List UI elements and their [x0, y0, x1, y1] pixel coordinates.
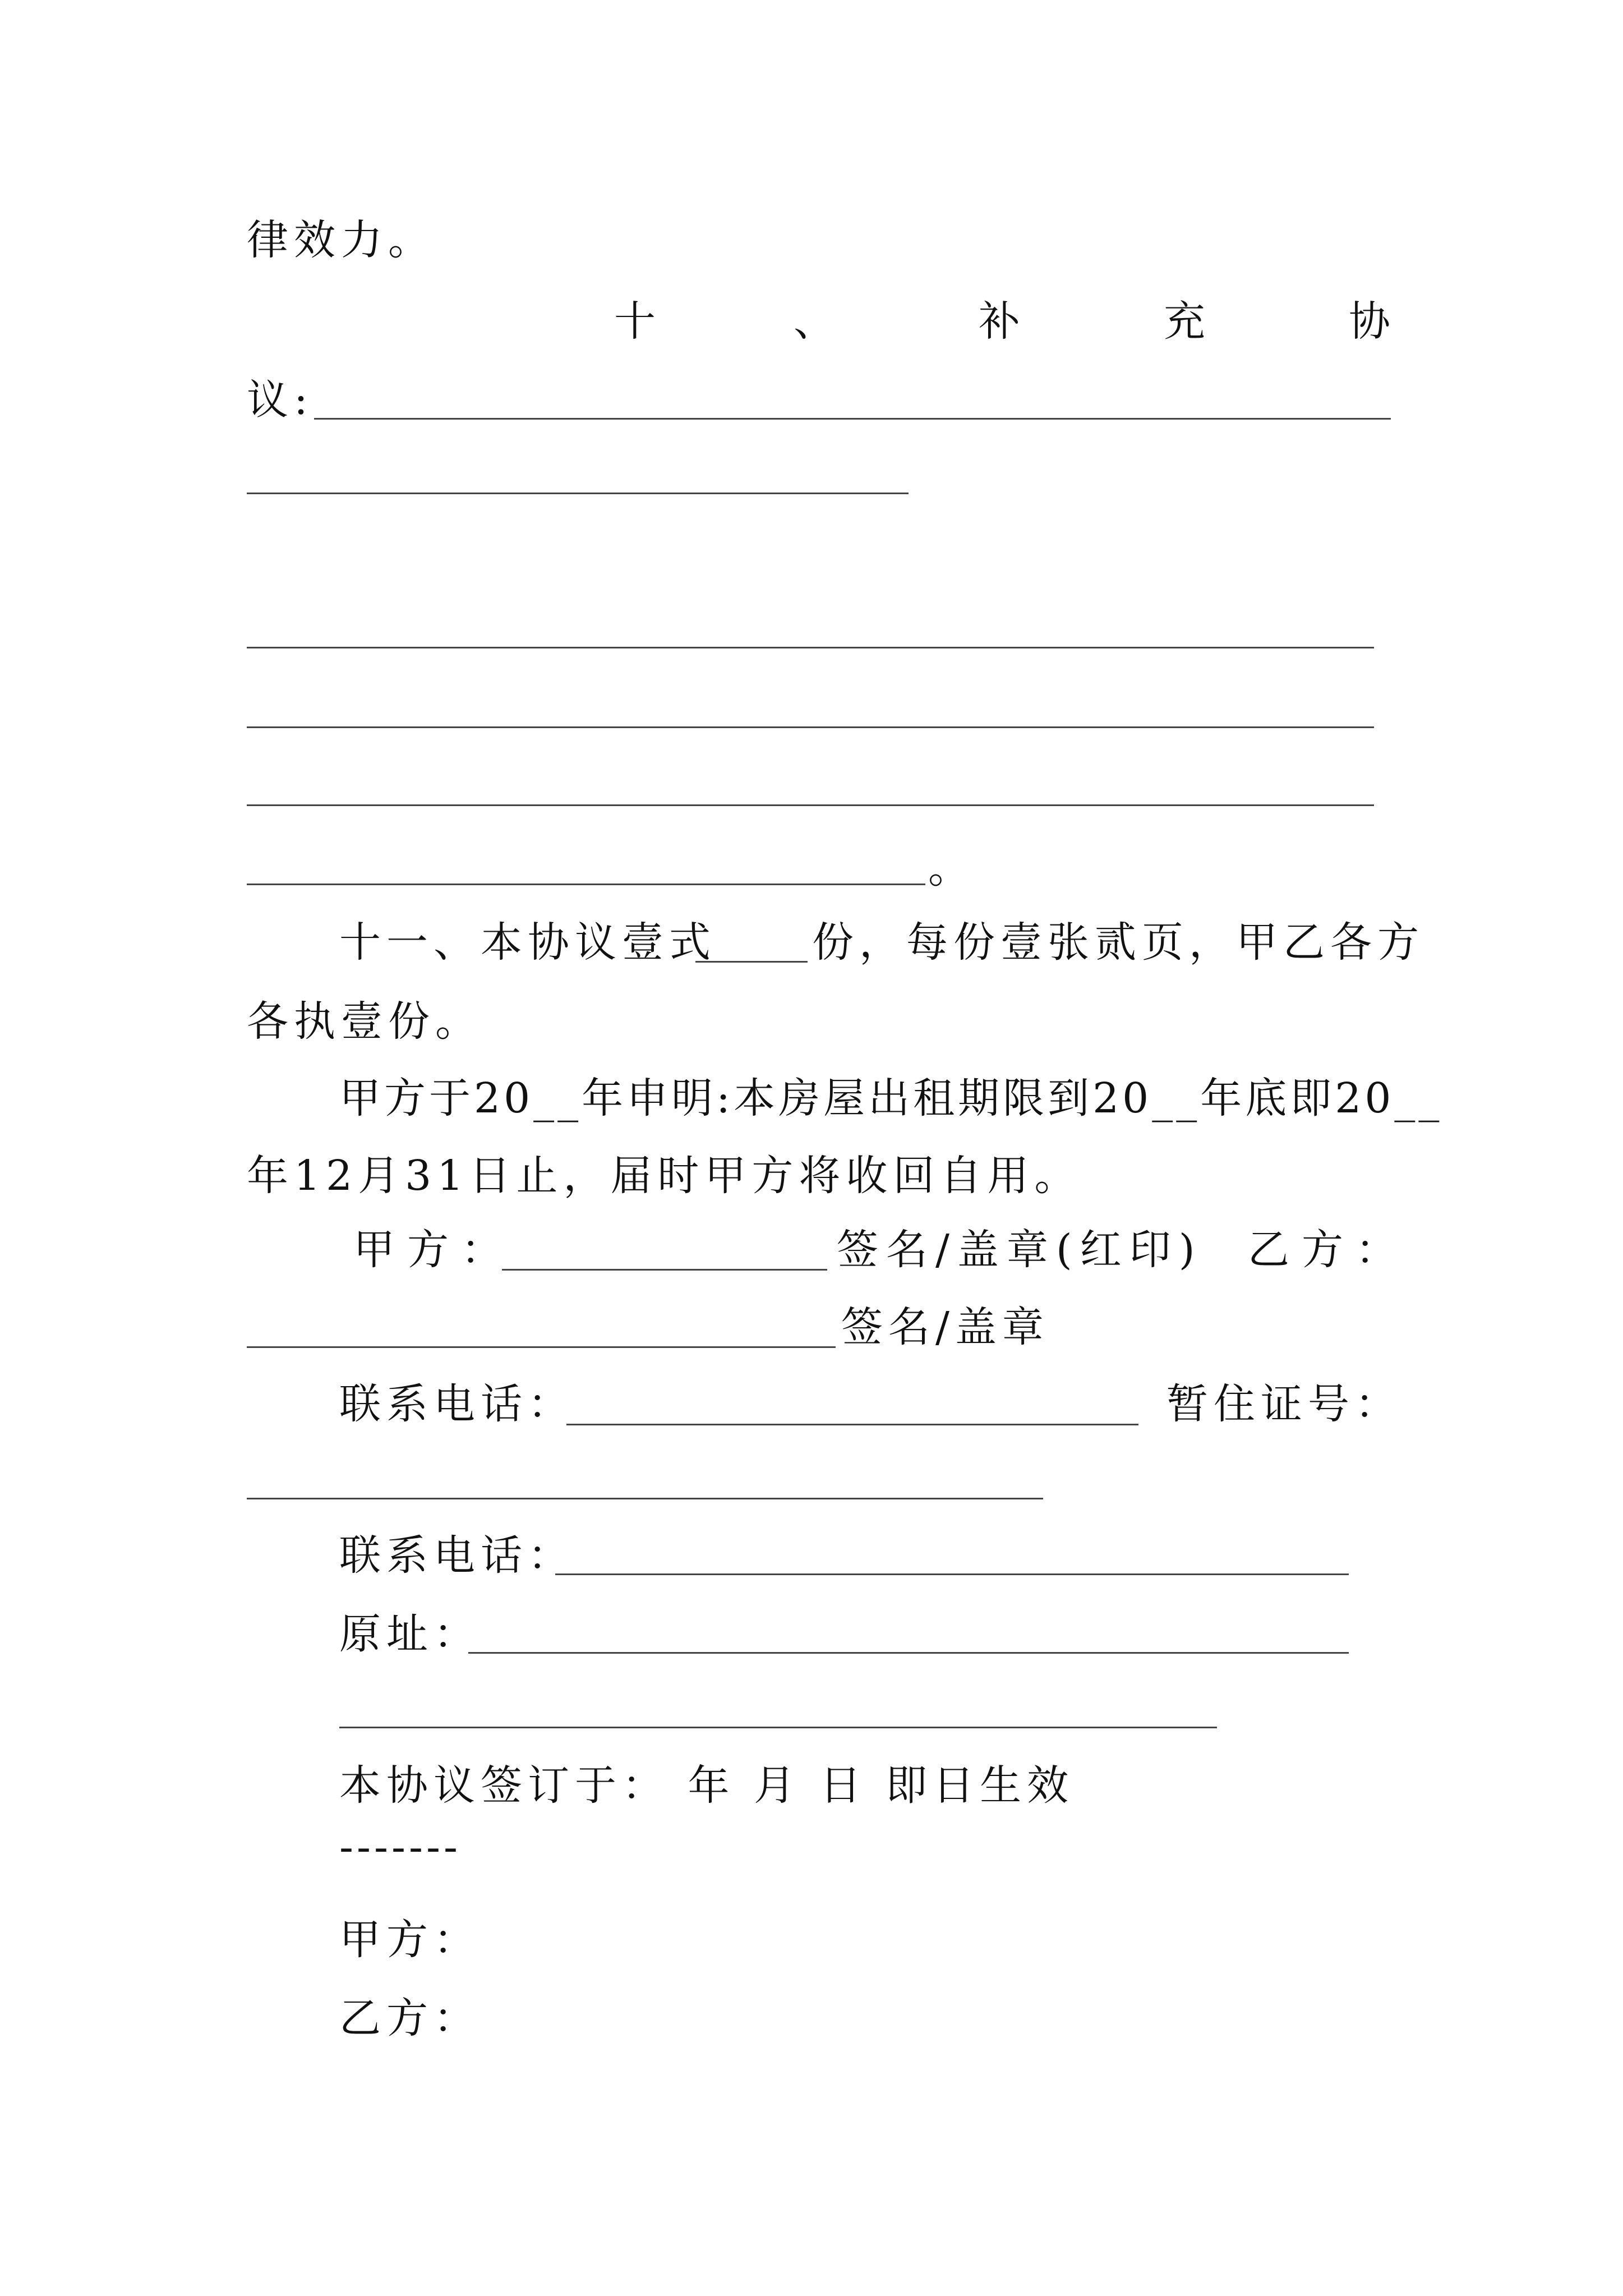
section11-text-a: 十一、本协议壹式 — [339, 918, 716, 967]
party-b-blank — [247, 1346, 836, 1348]
blank-line — [247, 493, 909, 494]
party-a-blank — [502, 1269, 827, 1271]
party-b-label: 乙方： — [1248, 1226, 1409, 1274]
copies-blank — [695, 961, 808, 963]
phone-label-1: 联系电话： — [339, 1380, 575, 1428]
section11-text-c: 各执壹份。 — [247, 997, 482, 1046]
party-a-seal-label: 签名/盖章(红印) — [837, 1226, 1203, 1274]
phone-blank-1 — [566, 1424, 1138, 1425]
blank-line — [247, 647, 1374, 648]
signed-date-line: 本协议签订于： 年 月 日 即日生效 — [339, 1761, 1075, 1810]
section10-char-3: 补 — [979, 297, 1020, 346]
section10-continuation: 议: — [247, 376, 313, 424]
section10-char-1: 十 — [614, 297, 656, 346]
temp-id-blank — [247, 1498, 1043, 1499]
statement-line-2: 年12月31日止，届时甲方将收回自用。 — [247, 1152, 1082, 1200]
address-blank — [468, 1652, 1349, 1654]
dashes: ------- — [339, 1823, 462, 1871]
phone-label-2: 联系电话： — [339, 1531, 575, 1580]
party-b-seal-label: 签名/盖章 — [841, 1303, 1049, 1351]
blank-line — [247, 804, 1374, 806]
period-mark: 。 — [928, 844, 970, 892]
blank-line — [314, 418, 1391, 420]
phone-blank-2 — [555, 1573, 1349, 1575]
statement-line-1: 甲方于20__年申明:本房屋出租期限到20__年底即20__ — [339, 1074, 1443, 1122]
blank-line — [247, 726, 1374, 728]
party-a-label: 甲方： — [353, 1226, 515, 1274]
text-line-legal-effect: 律效力。 — [247, 216, 435, 264]
final-party-a: 甲方： — [339, 1916, 481, 1964]
temp-id-label: 暂住证号： — [1166, 1380, 1402, 1428]
section11-text-b: 份，每份壹张贰页，甲乙各方 — [812, 918, 1424, 967]
address-label: 原址： — [339, 1610, 481, 1658]
blank-line — [247, 884, 925, 885]
section10-char-5: 协 — [1349, 297, 1390, 346]
address-blank-2 — [339, 1727, 1217, 1728]
section10-char-4: 充 — [1164, 297, 1205, 346]
final-party-b: 乙方： — [339, 1994, 481, 2042]
section10-char-2: 、 — [794, 297, 835, 346]
